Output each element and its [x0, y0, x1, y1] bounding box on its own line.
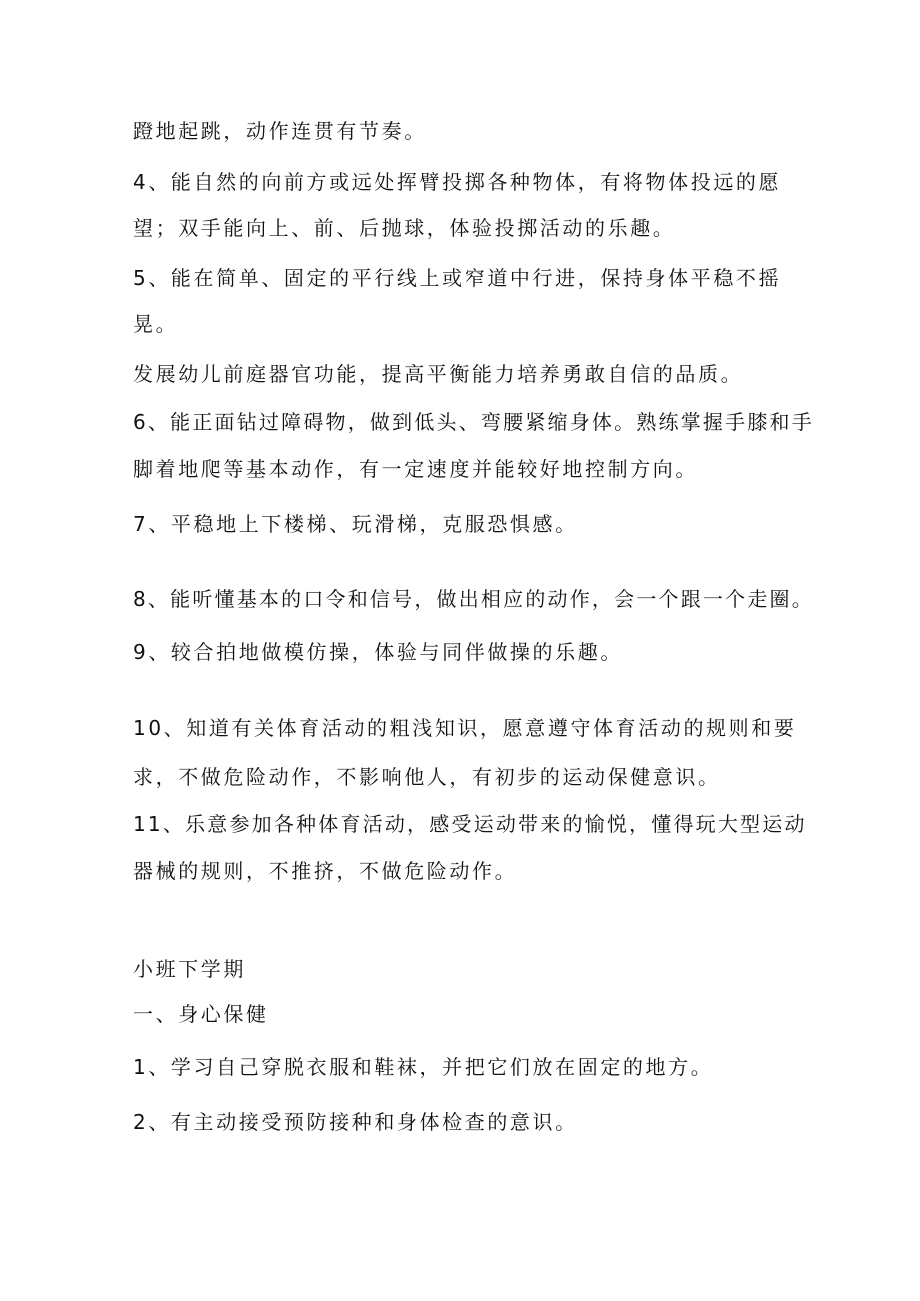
text-line-5: 晃。: [133, 312, 179, 336]
text-line-7: 6、能正面钻过障碍物，做到低头、弯腰紧缩身体。熟练掌握手膝和手: [133, 410, 814, 434]
text-line-18: 1、学习自己穿脱衣服和鞋袜，并把它们放在固定的地方。: [133, 1055, 714, 1079]
text-line-1: 蹬地起跳，动作连贯有节奏。: [133, 119, 427, 143]
text-line-13: 求，不做危险动作，不影响他人，有初步的运动保健意识。: [133, 765, 721, 789]
text-line-12: 10、知道有关体育活动的粗浅知识，愿意遵守体育活动的规则和要: [133, 716, 797, 740]
text-line-2: 4、能自然的向前方或远处挥臂投掷各种物体，有将物体投远的愿: [133, 170, 782, 194]
text-line-15: 器械的规则，不推挤，不做危险动作。: [133, 859, 518, 883]
text-line-4: 5、能在简单、固定的平行线上或窄道中行进，保持身体平稳不摇: [133, 266, 782, 290]
text-line-11: 9、较合拍地做模仿操，体验与同伴做操的乐趣。: [133, 640, 623, 664]
text-line-3: 望；双手能向上、前、后抛球，体验投掷活动的乐趣。: [133, 216, 676, 240]
section-heading-health: 一、身心保健: [133, 1002, 269, 1026]
section-title-semester: 小班下学期: [133, 957, 246, 981]
text-line-6: 发展幼儿前庭器官功能，提高平衡能力培养勇敢自信的品质。: [133, 362, 744, 386]
text-line-19: 2、有主动接受预防接种和身体检查的意识。: [133, 1110, 578, 1134]
text-line-10: 8、能听懂基本的口令和信号，做出相应的动作，会一个跟一个走圈。: [133, 587, 814, 611]
text-line-8: 脚着地爬等基本动作，有一定速度并能较好地控制方向。: [133, 457, 698, 481]
text-line-14: 11、乐意参加各种体育活动，感受运动带来的愉悦，懂得玩大型运动: [133, 812, 807, 836]
text-line-9: 7、平稳地上下楼梯、玩滑梯，克服恐惧感。: [133, 512, 578, 536]
